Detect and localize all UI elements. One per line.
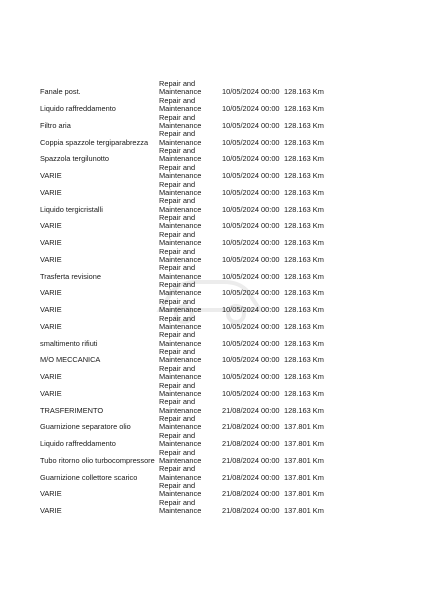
row-mileage: 128.163 Km [284,120,324,130]
row-category-line2: Maintenance [159,137,202,147]
row-category-line1: Repair and [159,112,196,122]
row-category-line2: Maintenance [159,506,202,516]
row-mileage: 128.163 Km [284,87,324,97]
row-category [159,449,201,466]
row-category-line2: Maintenance [159,221,202,231]
row-description: VARIE [40,221,62,231]
row-category-line2: Maintenance [159,338,202,348]
row-date: 10/05/2024 00:00 [222,305,280,315]
row-date: 10/05/2024 00:00 [222,321,280,331]
row-description: Liquido raffreddamento [40,104,116,114]
row-category-line2: Maintenance [159,455,202,465]
row-category [159,214,201,231]
row-date: 21/08/2024 00:00 [222,422,280,432]
row-category-line1: Repair and [159,246,196,256]
row-date: 10/05/2024 00:00 [222,221,280,231]
row-category-line1: Repair and [159,497,196,507]
row-category [159,398,201,415]
row-mileage: 128.163 Km [284,171,324,181]
row-category-line1: Repair and [159,79,196,88]
table-row [0,382,424,399]
row-date: 21/08/2024 00:00 [222,405,280,415]
row-mileage: 128.163 Km [284,154,324,164]
table-row [0,231,424,248]
row-date: 10/05/2024 00:00 [222,372,280,382]
row-mileage: 137.801 Km [284,422,324,432]
row-category-line2: Maintenance [159,405,202,415]
row-category-line1: Repair and [159,481,196,490]
row-category [159,465,201,482]
row-category [159,97,201,114]
row-category [159,130,201,147]
table-row [0,114,424,131]
row-category [159,114,201,131]
row-description: VARIE [40,321,62,331]
row-category-line2: Maintenance [159,254,202,264]
row-description: VARIE [40,489,62,499]
row-category-line1: Repair and [159,213,196,222]
row-category [159,365,201,382]
row-category [159,348,201,365]
row-description: VARIE [40,187,62,197]
row-category [159,80,201,97]
row-mileage: 137.801 Km [284,439,324,449]
row-description: Trasferta revisione [40,271,101,281]
row-category-line1: Repair and [159,95,196,105]
row-category-line1: Repair and [159,146,196,155]
row-mileage: 128.163 Km [284,221,324,231]
table-row [0,449,424,466]
table-row [0,415,424,432]
row-date: 10/05/2024 00:00 [222,137,280,147]
row-mileage: 137.801 Km [284,489,324,499]
row-description: TRASFERIMENTO [40,405,104,415]
table-row [0,97,424,114]
row-category-line2: Maintenance [159,422,202,432]
row-description: Coppia spazzole tergiparabrezza [40,137,149,147]
row-category-line1: Repair and [159,162,196,172]
row-category-line2: Maintenance [159,87,202,97]
table-row [0,197,424,214]
row-mileage: 128.163 Km [284,204,324,214]
row-date: 10/05/2024 00:00 [222,87,280,97]
row-category-line1: Repair and [159,447,196,457]
row-category [159,181,201,198]
row-mileage: 128.163 Km [284,238,324,248]
row-category [159,197,201,214]
table-row [0,130,424,147]
row-description: VARIE [40,506,62,516]
row-category-line1: Repair and [159,179,196,189]
row-description: Liquido tergicristalli [40,204,103,214]
row-category-line1: Repair and [159,414,196,423]
row-description: VARIE [40,171,62,181]
row-mileage: 128.163 Km [284,355,324,365]
row-mileage: 128.163 Km [284,372,324,382]
table-row [0,331,424,348]
row-category-line2: Maintenance [159,288,202,298]
row-date: 21/08/2024 00:00 [222,455,280,465]
row-category-line2: Maintenance [159,388,202,398]
row-category-line2: Maintenance [159,439,202,449]
row-mileage: 137.801 Km [284,472,324,482]
table-row [0,432,424,449]
row-category-line2: Maintenance [159,238,202,248]
row-date: 10/05/2024 00:00 [222,120,280,130]
row-description: Fanale post. [40,87,81,97]
table-row [0,214,424,231]
row-category-line1: Repair and [159,313,196,323]
row-mileage: 128.163 Km [284,288,324,298]
row-category [159,382,201,399]
row-category-line1: Repair and [159,363,196,373]
row-mileage: 128.163 Km [284,405,324,415]
row-date: 21/08/2024 00:00 [222,506,280,516]
row-date: 21/08/2024 00:00 [222,489,280,499]
row-category-line1: Repair and [159,464,196,474]
row-description: VARIE [40,388,62,398]
table-row [0,181,424,198]
row-description: Guarnizione collettore scarico [40,472,138,482]
row-description: smaltimento rifiuti [40,338,98,348]
table-row [0,482,424,499]
row-description: VARIE [40,372,62,382]
row-category-line1: Repair and [159,196,196,206]
row-mileage: 128.163 Km [284,338,324,348]
row-category-line1: Repair and [159,280,196,289]
row-date: 10/05/2024 00:00 [222,104,280,114]
row-description: VARIE [40,288,62,298]
row-mileage: 128.163 Km [284,187,324,197]
table-row [0,348,424,365]
row-category-line1: Repair and [159,129,196,139]
row-mileage: 128.163 Km [284,104,324,114]
row-category-line2: Maintenance [159,321,202,331]
row-category-line2: Maintenance [159,171,202,181]
row-category-line2: Maintenance [159,489,202,499]
row-date: 10/05/2024 00:00 [222,204,280,214]
row-category-line2: Maintenance [159,187,202,197]
car-logo-watermark-icon [150,262,270,332]
row-mileage: 128.163 Km [284,388,324,398]
table-row [0,365,424,382]
row-date: 10/05/2024 00:00 [222,355,280,365]
row-date: 10/05/2024 00:00 [222,271,280,281]
table-row [0,80,424,97]
table-row [0,499,424,516]
row-category-line1: Repair and [159,296,196,306]
row-mileage: 128.163 Km [284,305,324,315]
row-category-line2: Maintenance [159,104,202,114]
row-description: Spazzola tergilunotto [40,154,110,164]
table-row [0,164,424,181]
row-description: Liquido raffreddamento [40,439,116,449]
row-date: 10/05/2024 00:00 [222,288,280,298]
row-description: Guarnizione separatore olio [40,422,131,432]
row-mileage: 128.163 Km [284,254,324,264]
row-description: VARIE [40,238,62,248]
row-mileage: 137.801 Km [284,506,324,516]
table-row [0,465,424,482]
row-category [159,482,201,499]
row-date: 10/05/2024 00:00 [222,254,280,264]
row-description: VARIE [40,305,62,315]
row-description: Tubo ritorno olio turbocompressore [40,455,155,465]
row-category-line2: Maintenance [159,355,202,365]
row-mileage: 137.801 Km [284,455,324,465]
table-row [0,398,424,415]
row-category-line1: Repair and [159,229,196,239]
row-description: M/O MECCANICA [40,355,101,365]
row-date: 10/05/2024 00:00 [222,171,280,181]
row-description: Filtro aria [40,120,71,130]
row-date: 10/05/2024 00:00 [222,154,280,164]
row-category [159,147,201,164]
row-category-line2: Maintenance [159,271,202,281]
row-category-line1: Repair and [159,380,196,390]
row-category-line2: Maintenance [159,204,202,214]
row-date: 10/05/2024 00:00 [222,187,280,197]
row-description: VARIE [40,254,62,264]
row-date: 10/05/2024 00:00 [222,388,280,398]
row-category [159,499,201,516]
row-category-line2: Maintenance [159,372,202,382]
row-date: 10/05/2024 00:00 [222,238,280,248]
row-category [159,164,201,181]
row-category-line2: Maintenance [159,305,202,315]
row-category-line1: Repair and [159,397,196,407]
row-category-line2: Maintenance [159,120,202,130]
row-category-line2: Maintenance [159,154,202,164]
row-date: 21/08/2024 00:00 [222,439,280,449]
row-category [159,331,201,348]
row-category-line2: Maintenance [159,472,202,482]
row-category [159,231,201,248]
row-mileage: 128.163 Km [284,271,324,281]
row-category [159,415,201,432]
row-category-line1: Repair and [159,347,196,356]
table-row [0,147,424,164]
row-mileage: 128.163 Km [284,321,324,331]
row-mileage: 128.163 Km [284,137,324,147]
row-date: 21/08/2024 00:00 [222,472,280,482]
row-date: 10/05/2024 00:00 [222,338,280,348]
row-category [159,432,201,449]
row-category-line1: Repair and [159,330,196,340]
row-category-line1: Repair and [159,263,196,273]
row-category-line1: Repair and [159,430,196,440]
